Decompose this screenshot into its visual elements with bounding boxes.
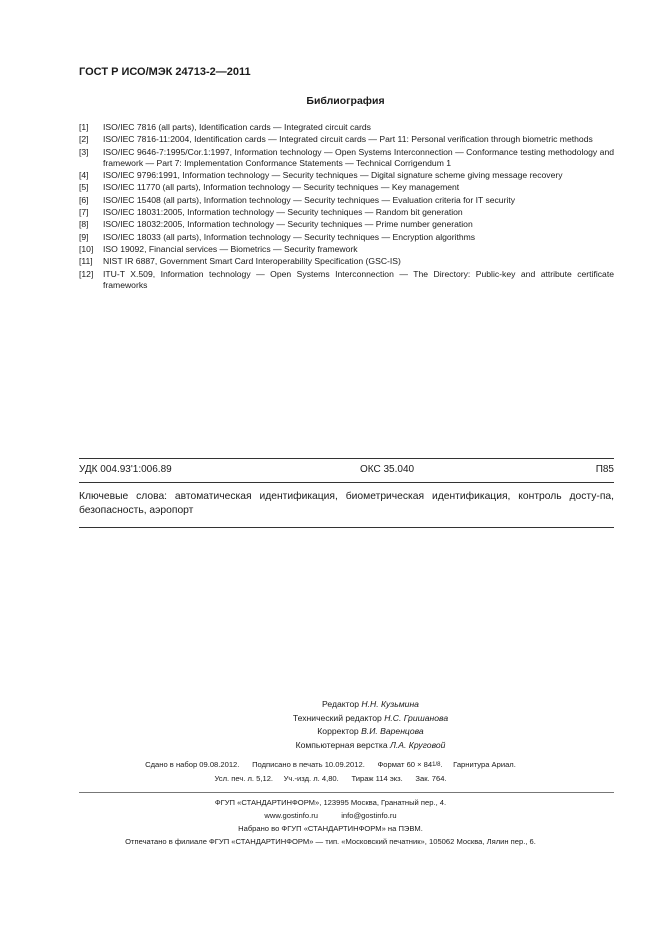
ref-number: [8] xyxy=(79,219,89,230)
ref-number: [11] xyxy=(79,256,93,267)
format: Формат 60 × 84 xyxy=(377,760,433,769)
typeset-info: Набрано во ФГУП «СТАНДАРТИНФОРМ» на ПЭВМ. xyxy=(238,824,423,833)
list-item xyxy=(79,207,614,218)
ref-number: [3] xyxy=(79,146,89,157)
ref-text: ITU-T X.509, Information technology — Open Systems Interconnection — The Directory: Public-key and attribute certificate frameworks xyxy=(103,268,614,290)
credit-role: Компьютерная верстка xyxy=(295,739,388,750)
ref-text: ISO/IEC 15408 (all parts), Information technology — Security techniques — Evaluation criteria for IT security xyxy=(103,194,516,205)
ref-number: [10] xyxy=(79,243,94,254)
edition-sheets: Уч.-изд. л. 4,80. xyxy=(283,774,339,783)
ref-number: [9] xyxy=(79,231,89,242)
credit-line xyxy=(0,712,661,726)
credits-block xyxy=(0,698,661,752)
bibliography-title: Библиография xyxy=(306,95,385,107)
ref-number: [6] xyxy=(79,194,89,205)
ref-number: [12] xyxy=(79,268,94,279)
divider xyxy=(79,482,614,483)
typeface: Гарнитура Ариал. xyxy=(453,760,516,769)
list-item xyxy=(79,244,614,255)
credit-line xyxy=(0,739,661,753)
ref-text: ISO/IEC 7816-11:2004, Identification cards — Integrated circuit cards — Part 11: Personal verification through biometric methods xyxy=(103,134,593,145)
order-number: Зак. 764. xyxy=(415,774,447,783)
ref-number: [5] xyxy=(79,182,89,193)
ref-text: ISO/IEC 18033 (all parts), Information technology — Security techniques — Encryption algorithms xyxy=(103,231,476,242)
publisher-email[interactable]: info@gostinfo.ru xyxy=(341,811,397,820)
oks-code: ОКС 35.040 xyxy=(360,464,415,475)
ref-text: ISO/IEC 7816 (all parts), Identification cards — Integrated circuit cards xyxy=(103,122,371,132)
credit-line xyxy=(0,725,661,739)
credit-role: Технический редактор xyxy=(292,712,382,723)
sent-date: Сдано в набор 09.08.2012. xyxy=(145,760,240,769)
publisher-contacts xyxy=(0,809,661,823)
ref-text: ISO 19092, Financial services — Biometrics — Security framework xyxy=(103,243,358,254)
udk-code: УДК 004.93'1:006.89 xyxy=(79,464,172,475)
credit-role: Редактор xyxy=(322,699,360,709)
divider xyxy=(79,792,614,793)
ref-number: [4] xyxy=(79,170,89,181)
ref-number: [7] xyxy=(79,207,89,218)
credit-name: В.И. Варенцова xyxy=(361,726,424,737)
print-info-line-2 xyxy=(0,772,661,786)
list-item xyxy=(79,182,614,193)
ref-number: [1] xyxy=(79,122,89,132)
list-item xyxy=(79,134,614,145)
credit-name: Н.Н. Кузьмина xyxy=(361,699,419,709)
divider xyxy=(79,527,614,528)
ref-number: [2] xyxy=(79,134,89,145)
ref-text: ISO/IEC 9796:1991, Information technology — Security techniques — Digital signature scheme giving message recovery xyxy=(103,170,563,181)
signed-date: Подписано в печать 10.09.2012. xyxy=(252,760,365,769)
ref-text: ISO/IEC 18031:2005, Information technology — Security techniques — Random bit generation xyxy=(103,207,463,218)
classification-code: П85 xyxy=(595,464,614,475)
list-item xyxy=(79,256,614,267)
format-fraction: 1/8 xyxy=(432,762,441,768)
list-item xyxy=(79,170,614,181)
publisher-website[interactable]: www.gostinfo.ru xyxy=(264,811,318,820)
print-info-line-1: Сдано в набор 09.08.2012. Подписано в печать 10.09.2012. Формат 60 × 841/8. Гарнитура Ариал. xyxy=(0,758,661,772)
list-item xyxy=(79,195,614,206)
credit-role: Корректор xyxy=(317,726,359,737)
credit-line xyxy=(0,698,661,712)
list-item xyxy=(79,232,614,243)
ref-text: ISO/IEC 9646-7:1995/Cor.1:1997, Information technology — Open Systems Interconnection — Conformance testing methodology and framework — Part 7: Implementation Conformance Statements — Technical Corrigendum 1 xyxy=(103,146,614,168)
document-code: ГОСТ Р ИСО/МЭК 24713-2—2011 xyxy=(79,66,251,78)
ref-text: ISO/IEC 18032:2005, Information technology — Security techniques — Prime number generation xyxy=(103,219,473,230)
publisher-address: ФГУП «СТАНДАРТИНФОРМ», 123995 Москва, Гранатный пер., 4. xyxy=(214,798,447,807)
ref-text: NIST IR 6887, Government Smart Card Interoperability Specification (GSC-IS) xyxy=(103,256,401,267)
print-sheets: Усл. печ. л. 5,12. xyxy=(214,774,274,783)
list-item xyxy=(79,147,614,170)
keywords: Ключевые слова: автоматическая идентификация, биометрическая идентификация, контроль досту-па, безопасность, аэропорт xyxy=(79,491,614,516)
ref-text: ISO/IEC 11770 (all parts), Information technology — Security techniques — Key management xyxy=(103,182,460,193)
printed-at-info: Отпечатано в филиале ФГУП «СТАНДАРТИНФОРМ» — тип. «Московский печатник», 105062 Москва, Лялин пер., 6. xyxy=(125,837,536,846)
list-item xyxy=(79,219,614,230)
credit-name: Н.С. Гришанова xyxy=(384,712,449,723)
divider xyxy=(79,458,614,459)
credit-name: Л.А. Круговой xyxy=(390,739,446,750)
bibliography-list xyxy=(79,122,614,292)
list-item xyxy=(79,269,614,292)
list-item xyxy=(79,122,614,133)
print-run: Тираж 114 экз. xyxy=(351,774,403,783)
